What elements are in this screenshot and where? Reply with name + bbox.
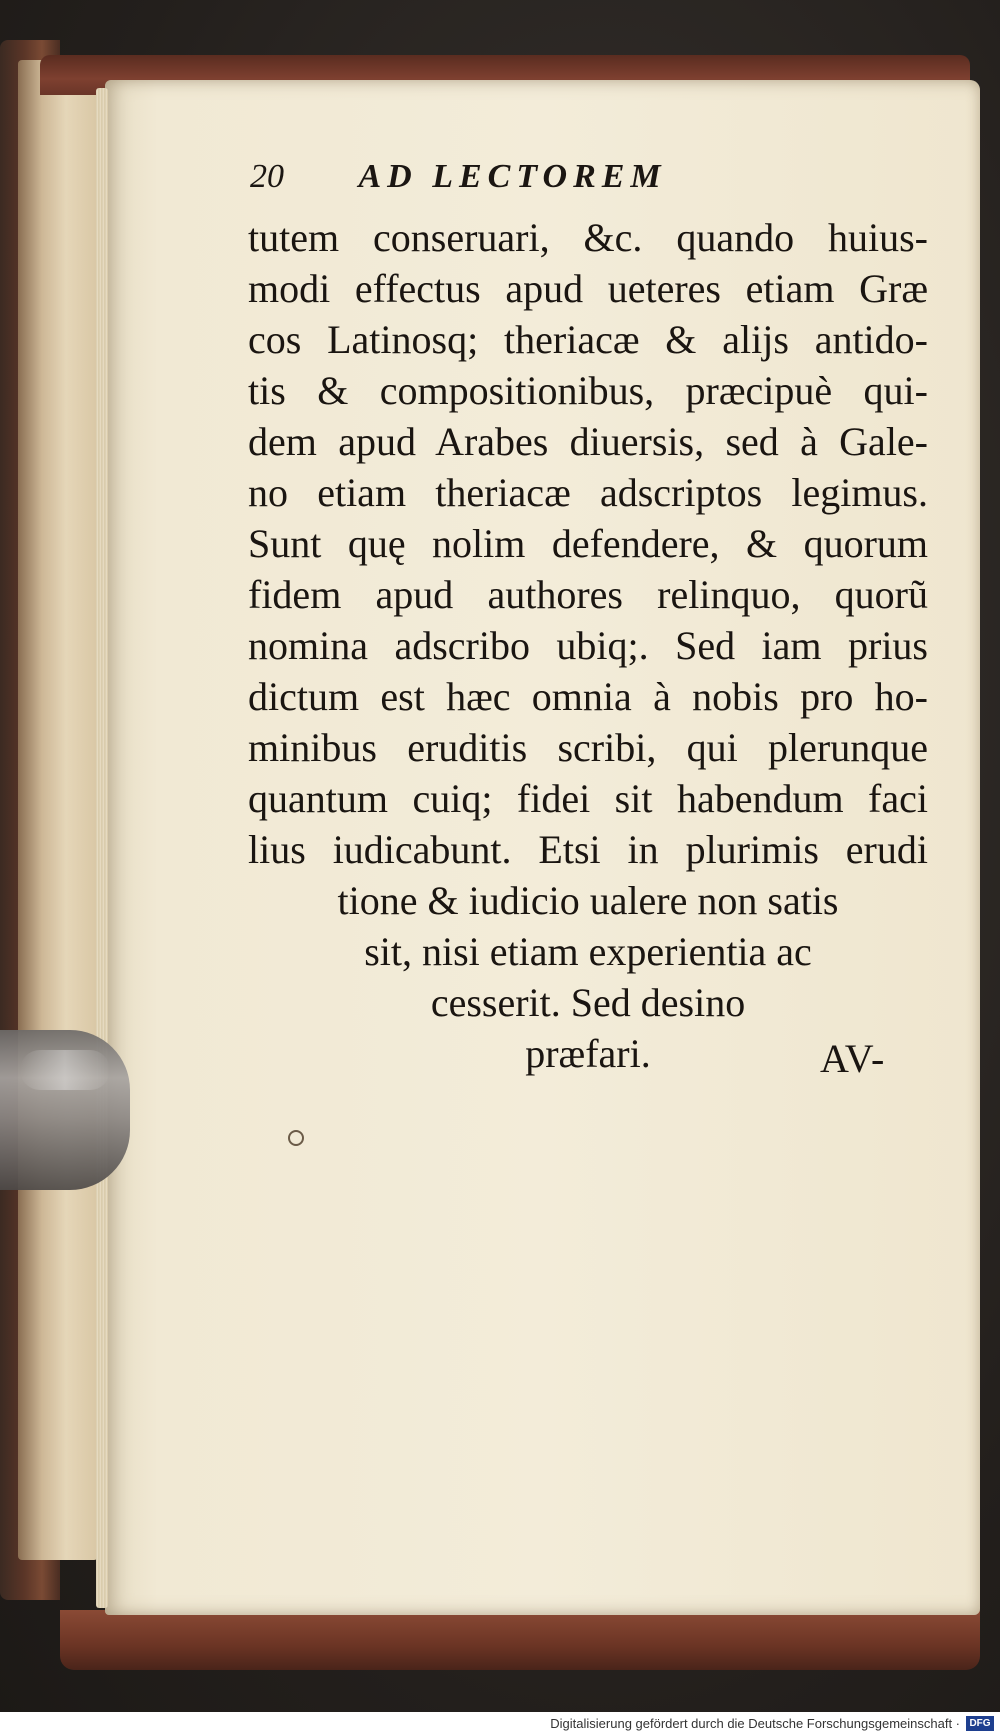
cover-bottom-edge — [60, 1610, 980, 1670]
text-line: dictum est hæc omnia à nobis pro ho- — [248, 674, 928, 719]
text-line: dem apud Arabes diuersis, sed à Gale- — [248, 419, 928, 464]
text-line-centered: præfari. — [525, 1031, 651, 1076]
text-line: minibus eruditis scribi, qui plerunque — [248, 725, 928, 770]
text-line: fidem apud authores relinquo, quorũ — [248, 572, 928, 617]
text-line: quantum cuiq; fidei sit habendum faci — [248, 776, 928, 821]
text-line-centered: tione & iudicio ualere non satis — [337, 878, 839, 923]
running-head — [250, 158, 850, 208]
text-line: Sunt quę nolim defendere, & quorum — [248, 521, 928, 566]
text-line: nomina adscribo ubiq;. Sed iam prius — [248, 623, 928, 668]
catchword: AV- — [820, 1036, 886, 1081]
text-line-centered: sit, nisi etiam experientia ac — [364, 929, 812, 974]
text-line: cos Latinosq; theriacæ & alijs antido- — [248, 317, 928, 362]
footer-credit: Digitalisierung gefördert durch die Deutsche Forschungsgemeinschaft · — [550, 1716, 960, 1731]
text-line: tis & compositionibus, præcipuè qui- — [248, 368, 928, 413]
text-line-centered: cesserit. Sed desino — [430, 980, 746, 1025]
text-line: tutem conseruari, &c. quando huius- — [248, 215, 928, 260]
text-line: lius iudicabunt. Etsi in plurimis erudi — [248, 827, 928, 872]
page-gutter-edges — [96, 88, 108, 1608]
running-head-title: AD LECTOREM — [358, 158, 667, 195]
dfg-logo: DFG — [966, 1716, 994, 1731]
text-line: no etiam theriacæ adscriptos legimus. — [248, 470, 928, 515]
body-text — [248, 212, 928, 1079]
ink-stain-mark — [288, 1130, 304, 1146]
page-clip-shine — [20, 1050, 110, 1090]
page-number: 20 — [250, 158, 284, 195]
text-line: modi effectus apud ueteres etiam Græ — [248, 266, 928, 311]
spine-label — [22, 120, 82, 1020]
digitization-footer — [0, 1712, 1000, 1736]
